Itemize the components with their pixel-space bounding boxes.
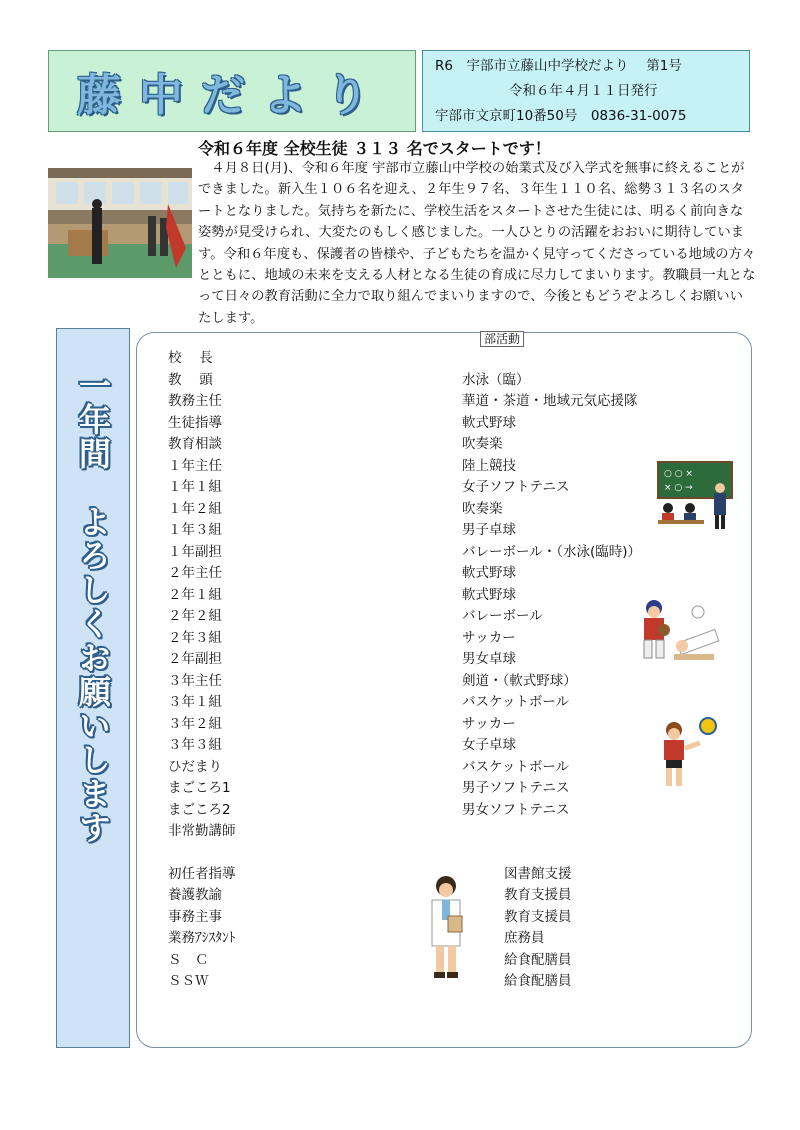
staff-role: ２年３組 <box>168 630 222 646</box>
volleyball-illustration <box>646 716 730 790</box>
staff-role: まごころ2 <box>168 802 231 818</box>
support-role: 事務主事 <box>168 909 222 925</box>
club-name: 華道・茶道・地域元気応援隊 <box>462 393 638 409</box>
club-name: 水泳（臨） <box>462 372 530 388</box>
info-box <box>422 50 750 132</box>
support-role: 給食配膳員 <box>504 973 572 989</box>
staff-role: ３年２組 <box>168 716 222 732</box>
headline: 令和６年度 全校生徒 ３１３ 名でスタートです！ <box>198 139 551 158</box>
support-role: 教育支援員 <box>504 887 572 903</box>
club-name: 吹奏楽 <box>462 501 503 517</box>
staff-role: １年３組 <box>168 522 222 538</box>
club-name: サッカー <box>462 630 516 646</box>
staff-role: ３年３組 <box>168 737 222 753</box>
staff-role: ひだまり <box>168 759 222 775</box>
support-role: 養護教諭 <box>168 887 222 903</box>
club-name: 軟式野球 <box>462 415 516 431</box>
support-role: 初任者指導 <box>168 866 236 882</box>
classroom-illustration <box>654 460 736 532</box>
nurse-illustration <box>424 874 468 982</box>
staff-role: ３年１組 <box>168 694 222 710</box>
intro-paragraph: ４月８日(月)、令和６年度 宇部市立藤山中学校の始業式及び入学式を無事に終えることができました。新入生１０６名を迎え、２年生９７名、３年生１１０名、総勢３１３名のスタートとなりました。気持ちを新たに、学校生活をスタートさせた生徒には、明るく前向きな姿勢が見受けられ、大変たのもしく感じました。一人ひとりの活躍をおおいに期待しています。令和６年度も、保護者の皆様や、子どもたちを温かく見守ってくださっている地域の方々とともに、地域の未来を支える人材となる生徒の育成に尽力してまいります。教職員一丸となって日々の教育活動に全力で取り組んでまいりますので、今後ともどうぞよろしくお願いいたします。 <box>198 161 756 326</box>
staff-role: 生徒指導 <box>168 415 222 431</box>
staff-role: ２年副担 <box>168 651 222 667</box>
issue-date: 令和６年４月１１日発行 <box>509 83 658 99</box>
support-role: 教育支援員 <box>504 909 572 925</box>
staff-role: ２年主任 <box>168 565 222 581</box>
support-role: 業務ｱｼｽﾀﾝﾄ <box>168 930 236 946</box>
greeting-banner <box>56 328 130 1048</box>
school-address: 宇部市文京町10番50号 0836-31-0075 <box>435 108 687 124</box>
title-box <box>48 50 416 132</box>
support-role: 図書館支援 <box>504 866 572 882</box>
staff-role: １年１組 <box>168 479 222 495</box>
issue-info: R6 宇部市立藤山中学校だより 第1号 <box>435 58 682 74</box>
club-name: 男女ソフトテニス <box>462 802 570 818</box>
baseball-illustration <box>634 596 730 668</box>
club-name: バレーボール・（水泳(臨時)） <box>462 544 642 560</box>
club-name: 女子ソフトテニス <box>462 479 570 495</box>
staff-role: 教育相談 <box>168 436 222 452</box>
staff-role: １年２組 <box>168 501 222 517</box>
club-name: バスケットボール <box>462 694 570 710</box>
club-name: 陸上競技 <box>462 458 516 474</box>
club-name: バスケットボール <box>462 759 570 775</box>
club-name: 軟式野球 <box>462 565 516 581</box>
staff-role: １年副担 <box>168 544 222 560</box>
ceremony-photo <box>48 168 192 278</box>
club-name: 男子卓球 <box>462 522 516 538</box>
svg-text:○ ○ ×: ○ ○ × <box>664 469 693 479</box>
club-name: 男子ソフトテニス <box>462 780 570 796</box>
staff-role: まごころ1 <box>168 780 231 796</box>
newsletter-title: 藤中だより <box>77 70 387 121</box>
staff-role: １年主任 <box>168 458 222 474</box>
staff-role: ２年１組 <box>168 587 222 603</box>
club-name: サッカー <box>462 716 516 732</box>
club-name: 軟式野球 <box>462 587 516 603</box>
banner-text: 一年間 よろしくお願いします <box>74 369 112 845</box>
club-name: 女子卓球 <box>462 737 516 753</box>
support-role: ＳＳＷ <box>168 973 209 989</box>
staff-role: 教 頭 <box>168 372 213 388</box>
staff-role: ２年２組 <box>168 608 222 624</box>
club-activity-label: 部活動 <box>480 331 524 347</box>
staff-role: 非常勤講師 <box>168 823 236 839</box>
support-role: 庶務員 <box>504 930 545 946</box>
club-name: 剣道・（軟式野球） <box>462 673 577 689</box>
club-name: 男女卓球 <box>462 651 516 667</box>
club-name: 吹奏楽 <box>462 436 503 452</box>
support-role: Ｓ Ｃ <box>168 952 209 968</box>
staff-role: 校 長 <box>168 350 213 366</box>
svg-text:× ○ →: × ○ → <box>664 483 693 493</box>
support-role: 給食配膳員 <box>504 952 572 968</box>
staff-role: 教務主任 <box>168 393 222 409</box>
club-name: バレーボール <box>462 608 543 624</box>
staff-role: ３年主任 <box>168 673 222 689</box>
